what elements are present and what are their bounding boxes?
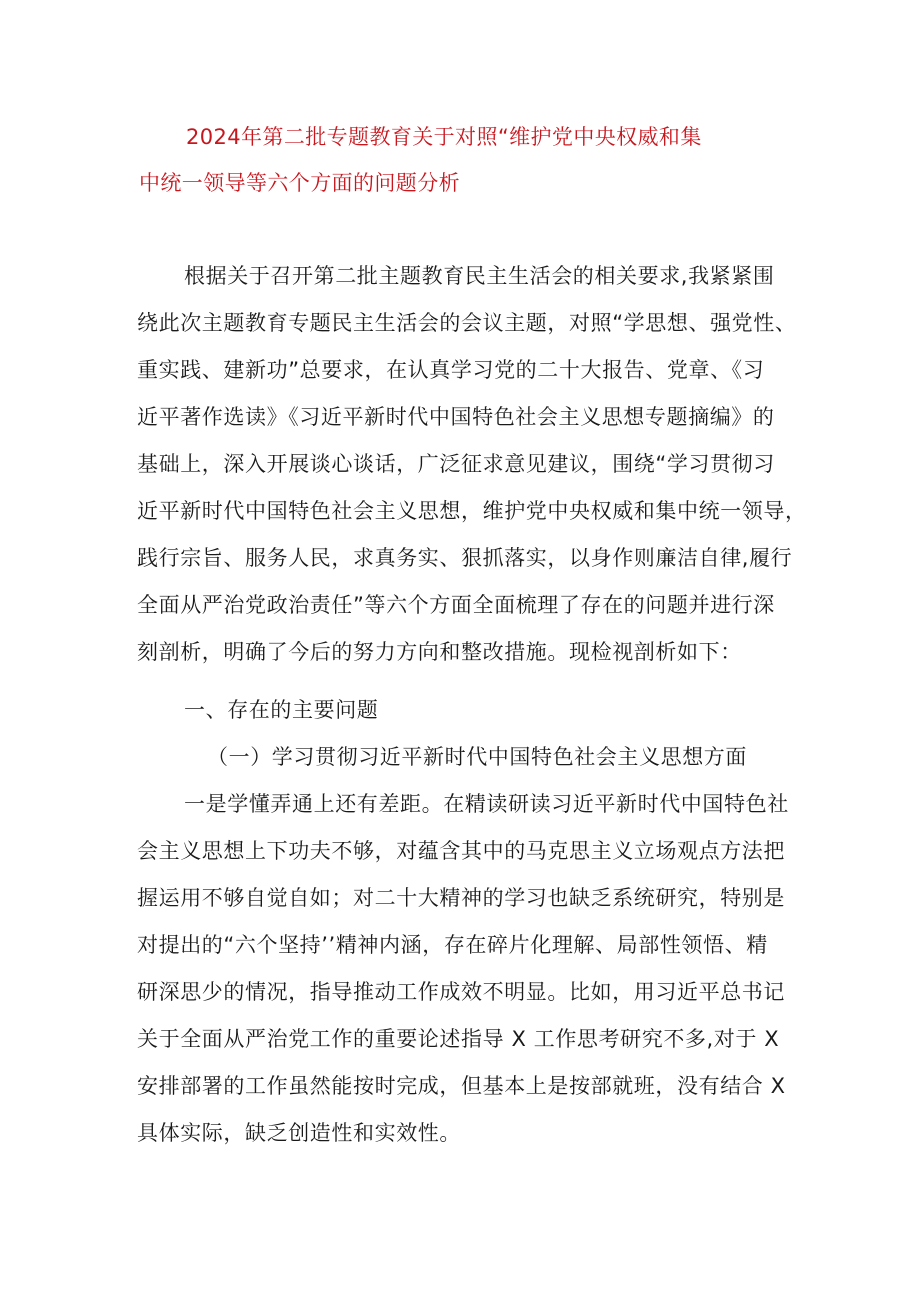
intro-line: 刻剖析，明确了今后的努力方向和整改措施。现检视剖析如下： bbox=[137, 640, 742, 664]
section-line: 握运用不够自觉自如；对二十大精神的学习也缺乏系统研究，特别是 bbox=[137, 886, 785, 910]
section-line: 对提出的“六个坚持’’精神内涵，存在碎片化理解、局部性领悟、精 bbox=[137, 933, 768, 957]
section-line: 一是学懂弄通上还有差距。在精读研读习近平新时代中国特色社 bbox=[184, 792, 789, 816]
intro-line: 重实践、建新功”总要求，在认真学习党的二十大报告、党章、《习 bbox=[137, 358, 765, 382]
intro-line: 近平著作选读》《习近平新时代中国特色社会主义思想专题摘编》的 bbox=[137, 405, 775, 429]
intro-line: 践行宗旨、服务人民，求真务实、狠抓落实，以身作则廉洁自律,履行 bbox=[137, 546, 793, 570]
section-line: 会主义思想上下功夫不够，对蕴含其中的马克思主义立场观点方法把 bbox=[137, 839, 785, 863]
intro-line: 近平新时代中国特色社会主义思想，维护党中央权威和集中统一领导， bbox=[137, 499, 807, 523]
intro-line: 绕此次主题教育专题民主生活会的会议主题，对照“学思想、强党性、 bbox=[137, 311, 797, 335]
section-line: 关于全面从严治党工作的重要论述指导 X 工作思考研究不多,对于 X bbox=[137, 1027, 780, 1051]
title-line-1: 2024年第二批专题教育关于对照“维护党中央权威和集 bbox=[186, 125, 702, 149]
section-heading: 一、存在的主要问题 bbox=[184, 698, 379, 722]
section-line: 具体实际，缺乏创造性和实效性。 bbox=[137, 1121, 461, 1145]
section-line: 研深思少的情况，指导推动工作成效不明显。比如，用习近平总书记 bbox=[137, 980, 785, 1004]
intro-line: 全面从严治党政治责任”等六个方面全面梳理了存在的问题并进行深 bbox=[137, 593, 775, 617]
section-line: 安排部署的工作虽然能按时完成，但基本上是按部就班，没有结合 X bbox=[137, 1074, 786, 1098]
section-subheading: （一）学习贯彻习近平新时代中国特色社会主义思想方面 bbox=[207, 745, 747, 769]
intro-line: 根据关于召开第二批主题教育民主生活会的相关要求,我紧紧围 bbox=[184, 264, 775, 288]
title-line-2: 中统一领导等六个方面的问题分析 bbox=[139, 171, 460, 195]
intro-line: 基础上，深入开展谈心谈话，广泛征求意见建议，围绕“学习贯彻习 bbox=[137, 452, 775, 476]
